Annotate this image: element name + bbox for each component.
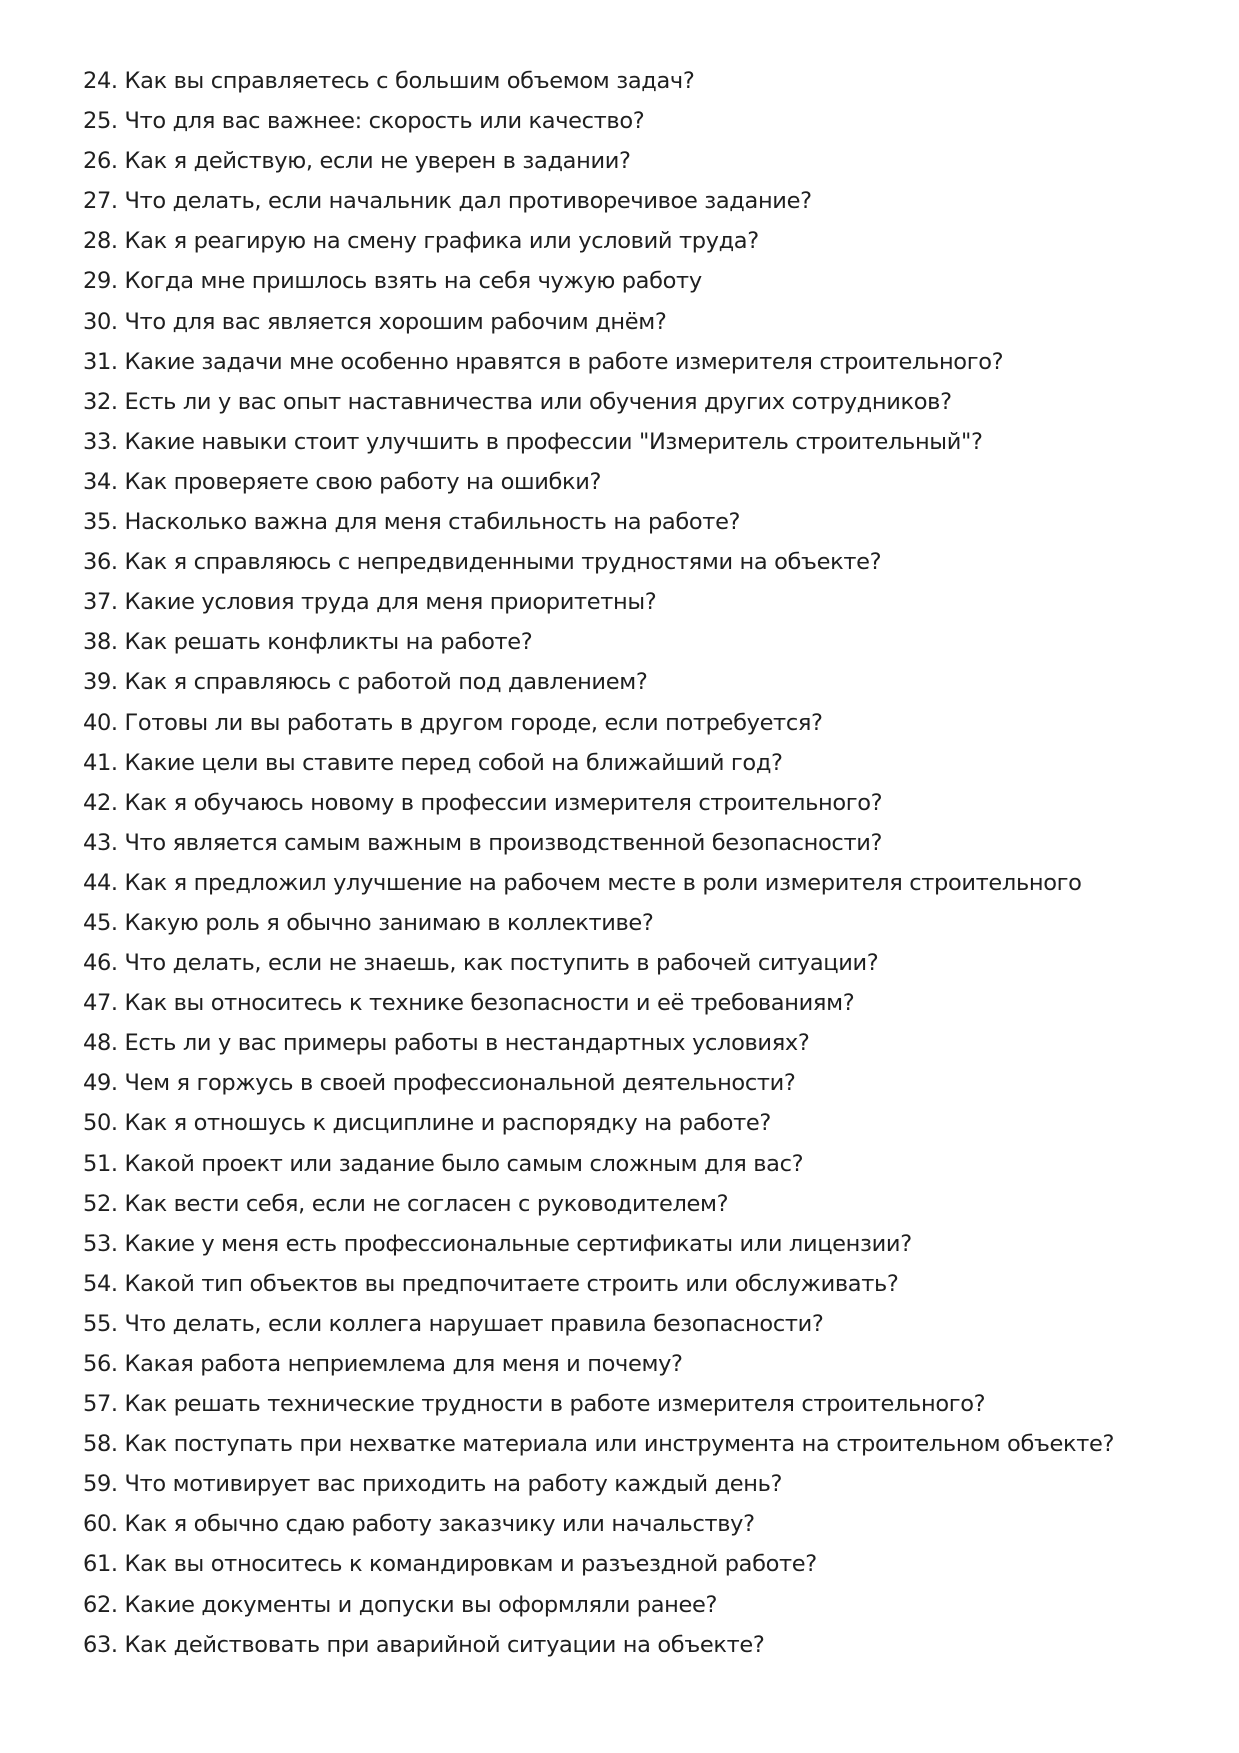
question-item: 33. Какие навыки стоит улучшить в профессии "Измеритель строительный"?	[83, 428, 983, 455]
question-item: 25. Что для вас важнее: скорость или качество?	[83, 108, 645, 135]
question-item: 57. Как решать технические трудности в работе измерителя строительного?	[83, 1391, 986, 1418]
question-item: 31. Какие задачи мне особенно нравятся в работе измерителя строительного?	[83, 348, 1004, 375]
question-item: 39. Как я справляюсь с работой под давлением?	[83, 669, 648, 696]
question-item: 53. Какие у меня есть профессиональные сертификаты или лицензии?	[83, 1230, 912, 1257]
question-item: 30. Что для вас является хорошим рабочим днём?	[83, 308, 667, 335]
question-item: 41. Какие цели вы ставите перед собой на ближайший год?	[83, 749, 783, 776]
question-item: 55. Что делать, если коллега нарушает правила безопасности?	[83, 1310, 824, 1337]
question-item: 49. Чем я горжусь в своей профессиональной деятельности?	[83, 1070, 796, 1097]
question-item: 37. Какие условия труда для меня приоритетны?	[83, 589, 657, 616]
question-item: 62. Какие документы и допуски вы оформляли ранее?	[83, 1591, 718, 1618]
question-item: 27. Что делать, если начальник дал противоречивое задание?	[83, 188, 812, 215]
question-item: 47. Как вы относитесь к технике безопасности и её требованиям?	[83, 990, 855, 1017]
question-list	[83, 61, 1203, 1665]
question-item: 48. Есть ли у вас примеры работы в нестандартных условиях?	[83, 1030, 810, 1057]
question-item: 50. Как я отношусь к дисциплине и распорядку на работе?	[83, 1110, 771, 1137]
question-item: 45. Какую роль я обычно занимаю в коллективе?	[83, 909, 654, 936]
question-item: 42. Как я обучаюсь новому в профессии измерителя строительного?	[83, 789, 883, 816]
question-item: 28. Как я реагирую на смену графика или условий труда?	[83, 228, 759, 255]
question-item: 32. Есть ли у вас опыт наставничества или обучения других сотрудников?	[83, 388, 952, 415]
question-item: 56. Какая работа неприемлема для меня и почему?	[83, 1351, 683, 1377]
question-item: 35. Насколько важна для меня стабильность на работе?	[83, 509, 741, 536]
question-item: 54. Какой тип объектов вы предпочитаете строить или обслуживать?	[83, 1270, 899, 1297]
question-item: 60. Как я обычно сдаю работу заказчику или начальству?	[83, 1511, 755, 1538]
question-item: 46. Что делать, если не знаешь, как поступить в рабочей ситуации?	[83, 950, 879, 977]
question-item: 52. Как вести себя, если не согласен с руководителем?	[83, 1190, 729, 1217]
question-item: 43. Что является самым важным в производственной безопасности?	[83, 829, 883, 856]
question-item: 61. Как вы относитесь к командировкам и разъездной работе?	[83, 1551, 817, 1578]
question-item: 38. Как решать конфликты на работе?	[83, 629, 533, 656]
question-item: 40. Готовы ли вы работать в другом городе, если потребуется?	[83, 709, 823, 736]
question-item: 44. Как я предложил улучшение на рабочем месте в роли измерителя строительного	[83, 869, 1082, 896]
question-item: 26. Как я действую, если не уверен в задании?	[83, 148, 631, 175]
question-item: 51. Какой проект или задание было самым сложным для вас?	[83, 1150, 804, 1177]
question-item: 59. Что мотивирует вас приходить на работу каждый день?	[83, 1471, 783, 1498]
question-item: 34. Как проверяете свою работу на ошибки?	[83, 468, 602, 495]
question-item: 58. Как поступать при нехватке материала или инструмента на строительном объекте?	[83, 1431, 1115, 1458]
question-item: 24. Как вы справляетесь с большим объемом задач?	[83, 68, 695, 94]
question-item: 63. Как действовать при аварийной ситуации на объекте?	[83, 1631, 765, 1658]
question-item: 29. Когда мне пришлось взять на себя чужую работу	[83, 268, 702, 295]
question-item: 36. Как я справляюсь с непредвиденными трудностями на объекте?	[83, 549, 882, 576]
